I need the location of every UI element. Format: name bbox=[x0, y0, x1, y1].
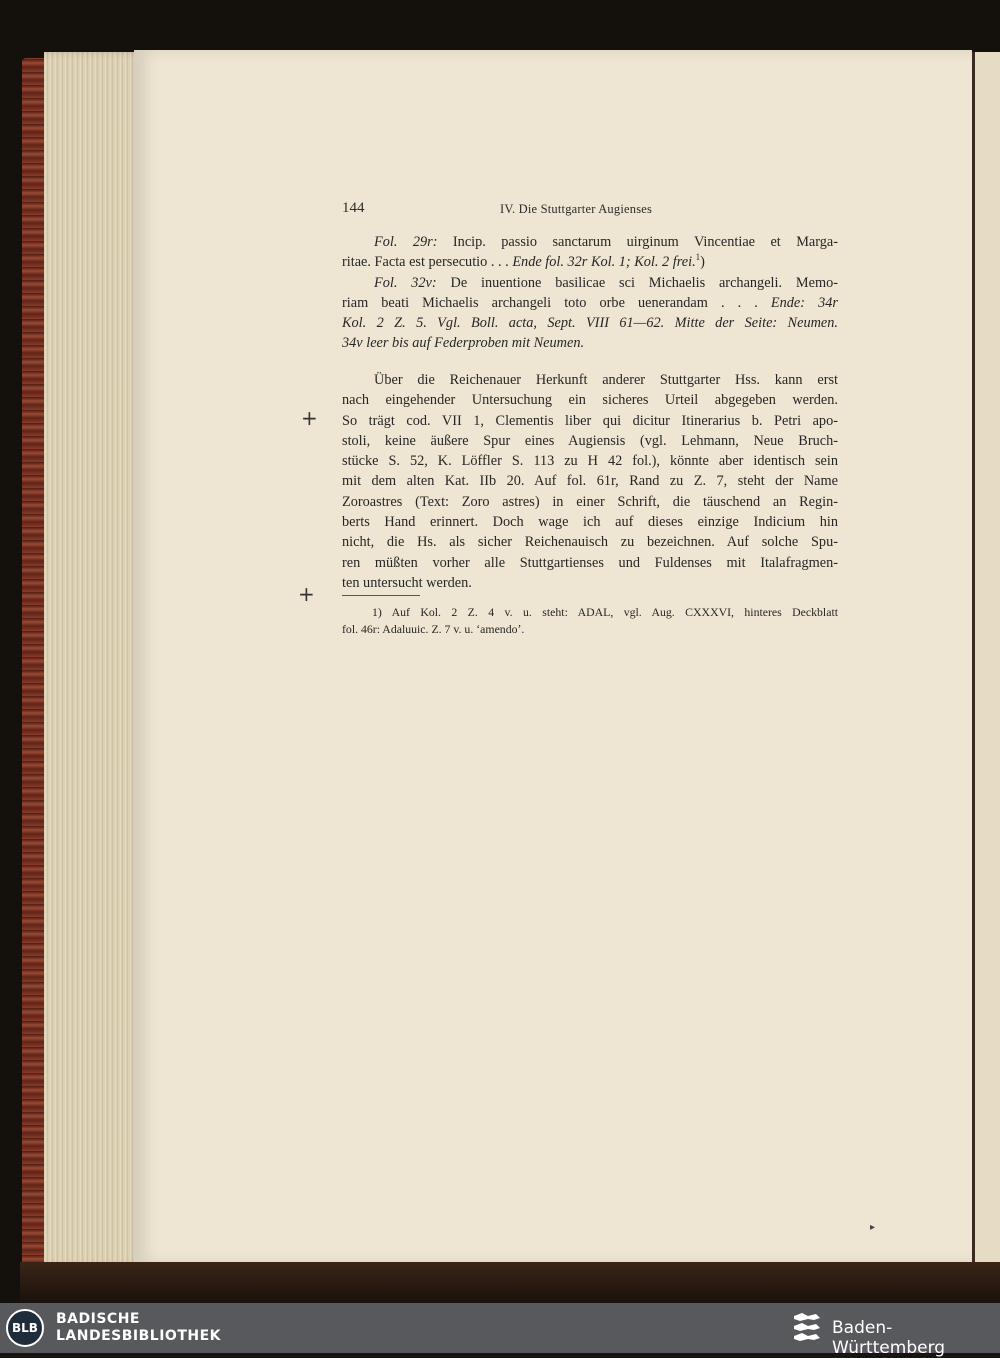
text-line bbox=[342, 370, 838, 390]
text-line bbox=[342, 621, 838, 638]
text-run: nach eingehender Untersuchung ein sicheres Urteil abgegeben werden. bbox=[342, 392, 838, 409]
lions-crest-icon bbox=[790, 1310, 824, 1346]
blb-logo-icon[interactable]: BLB bbox=[6, 1309, 44, 1347]
text-run: riam beati Michaelis archangeli toto orbe uenerandam . . . bbox=[342, 294, 771, 311]
text-run: berts Hand erinnert. Doch wage ich auf dieses einzige Indicium hin bbox=[342, 514, 838, 531]
library-name-line1: BADISCHE bbox=[56, 1311, 140, 1327]
text-line bbox=[342, 573, 838, 593]
text-run: 1) Auf Kol. 2 Z. 4 v. u. steht: ADAL, vgl. Aug. CXXXVI, hinteres Deckblatt bbox=[372, 605, 838, 619]
text-line bbox=[342, 390, 838, 410]
body-paragraph bbox=[342, 370, 838, 593]
footnote-ref: 1 bbox=[695, 252, 701, 263]
text-run: ritae. Facta est persecutio . . . bbox=[342, 254, 513, 271]
page-number: 144 bbox=[342, 200, 365, 216]
text-line bbox=[342, 252, 838, 272]
text-line bbox=[342, 553, 838, 573]
text-run: stoli, keine äußere Spur eines Augiensis (vgl. Lehmann, Neue Bruch- bbox=[342, 432, 838, 449]
text-line bbox=[342, 512, 838, 532]
text-line bbox=[342, 273, 838, 293]
small-mark: ▸ bbox=[870, 1222, 876, 1233]
text-run: fol. 46r: Adaluuic. Z. 7 v. u. ʻamendoʼ. bbox=[342, 622, 525, 636]
text-run: nicht, die Hs. als sicher Reichenauisch zu bezeichnen. Auf solche Spu- bbox=[342, 534, 838, 551]
text-run: ten untersucht werden. bbox=[342, 574, 472, 591]
footnote-rule bbox=[342, 595, 420, 596]
text-line bbox=[342, 431, 838, 451]
text-run: Zoroastres (Text: Zoro astres) in einer Schrift, die täuschend an Regin- bbox=[342, 493, 838, 510]
text-run: So trägt cod. VII 1, Clementis liber qui dicitur Itinerarius b. Petri apo- bbox=[342, 412, 838, 429]
text-line bbox=[342, 411, 838, 431]
text-run: Über die Reichenauer Herkunft anderer Stuttgarter Hss. kann erst bbox=[374, 372, 838, 388]
text-run: mit dem alten Kat. IIb 20. Auf fol. 61r, Rand zu Z. 7, steht der Name bbox=[342, 473, 838, 490]
state-name[interactable]: Baden-Württemberg bbox=[832, 1318, 946, 1358]
text-run: ) bbox=[700, 254, 705, 271]
page-header bbox=[342, 200, 838, 220]
italic-text: Kol. 2 Z. 5. Vgl. Boll. acta, Sept. VIII 61—62. Mitte der Seite: Neumen. bbox=[342, 315, 838, 332]
footnote bbox=[342, 604, 838, 638]
library-name-line2: LANDESBIBLIOTHEK bbox=[56, 1328, 222, 1344]
text-line bbox=[342, 492, 838, 512]
running-head: IV. Die Stuttgarter Augienses bbox=[500, 202, 653, 216]
text-line bbox=[342, 293, 838, 313]
manuscript-description-block bbox=[342, 232, 838, 354]
italic-text: Fol. 32v: bbox=[374, 274, 437, 291]
text-line bbox=[342, 532, 838, 552]
viewer-footer-bar bbox=[0, 1303, 1000, 1358]
library-name[interactable] bbox=[56, 1311, 221, 1345]
italic-text: Fol. 29r: bbox=[374, 234, 438, 250]
margin-plus-mark: + bbox=[298, 582, 315, 606]
text-run: ren müßten vorher alle Stuttgartienses und Fuldenses mit Italafragmen- bbox=[342, 554, 838, 571]
text-line bbox=[342, 313, 838, 333]
book-bottom-edge bbox=[20, 1262, 1000, 1303]
text-line bbox=[342, 333, 838, 353]
text-run: De inuentione basilicae sci Michaelis archangeli. Memo- bbox=[436, 274, 838, 291]
text-line bbox=[342, 451, 838, 471]
page-edges bbox=[44, 52, 144, 1266]
italic-text: Ende fol. 32r Kol. 1; Kol. 2 frei. bbox=[512, 254, 696, 271]
margin-plus-mark: + bbox=[301, 406, 318, 430]
text-run: stücke S. 52, K. Löffler S. 113 zu H 42 fol.), könnte aber identisch sein bbox=[342, 453, 838, 470]
italic-text: 34v leer bis auf Federproben mit Neumen. bbox=[342, 335, 585, 352]
text-line bbox=[342, 471, 838, 491]
text-line bbox=[342, 604, 838, 621]
text-run: Incip. passio sanctarum uirginum Vincentiae et Marga- bbox=[437, 234, 839, 250]
text-line bbox=[342, 232, 838, 252]
facing-page-edge bbox=[972, 52, 1000, 1264]
italic-text: Ende: 34r bbox=[770, 294, 838, 311]
